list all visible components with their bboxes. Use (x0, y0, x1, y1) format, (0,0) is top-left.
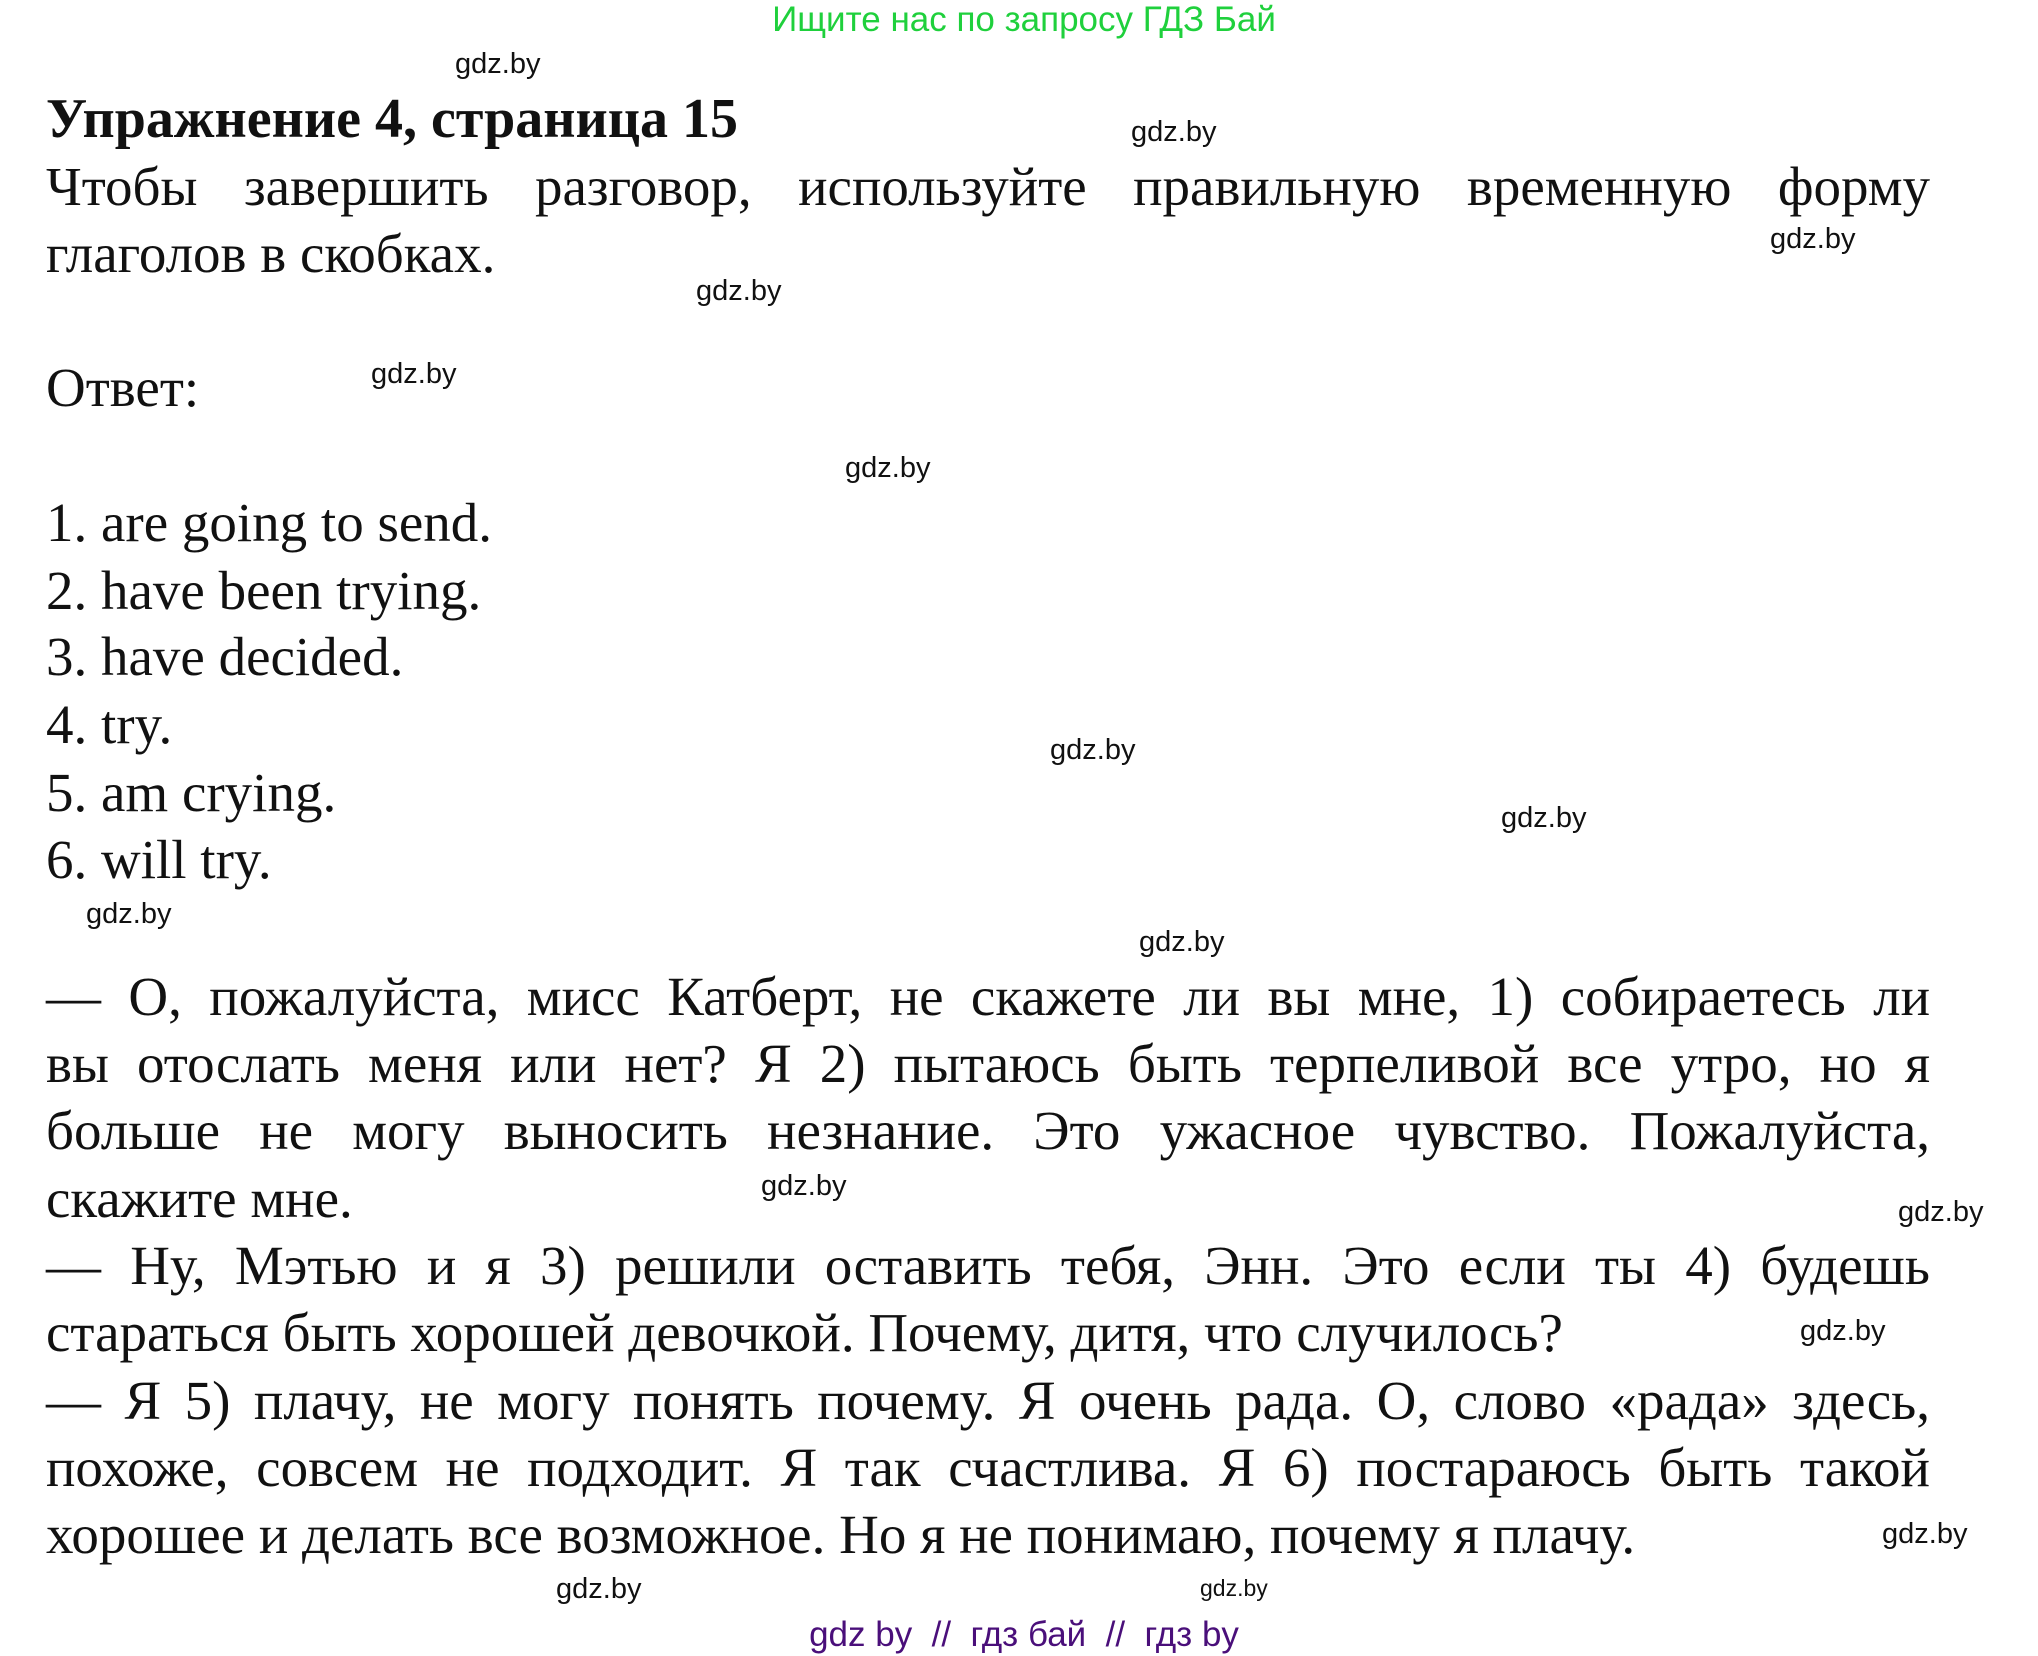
answer-item: 1. are going to send. (46, 492, 493, 553)
translation-line: больше не могу выносить незнание. Это ужасное чувство. Пожалуйста, (46, 1100, 1930, 1161)
watermark: gdz.by (1200, 1575, 1268, 1601)
watermark: gdz.by (1882, 1518, 1968, 1550)
watermark: gdz.by (1898, 1196, 1984, 1228)
answer-item: 6. will try. (46, 829, 272, 890)
watermark: gdz.by (556, 1573, 642, 1605)
page-title: Упражнение 4, страница 15 (46, 88, 739, 150)
watermark: gdz.by (455, 48, 541, 80)
answer-item: 3. have decided. (46, 626, 404, 687)
watermark: gdz.by (1050, 734, 1136, 766)
watermark: gdz.by (845, 452, 931, 484)
translation-line: стараться быть хорошей девочкой. Почему, дитя, что случилось? (46, 1302, 1563, 1363)
watermark: gdz.by (761, 1170, 847, 1202)
translation-line: — О, пожалуйста, мисс Катберт, не скажете ли вы мне, 1) собираетесь ли (46, 966, 1930, 1027)
watermark: gdz.by (1501, 802, 1587, 834)
watermark: gdz.by (1139, 926, 1225, 958)
translation-line: — Я 5) плачу, не могу понять почему. Я очень рада. О, слово «рада» здесь, (46, 1370, 1930, 1431)
watermark: gdz.by (1770, 223, 1856, 255)
watermark: gdz.by (86, 898, 172, 930)
watermark: gdz.by (696, 275, 782, 307)
answer-item: 5. am crying. (46, 762, 337, 823)
watermark: gdz.by (371, 358, 457, 390)
translation-line: — Ну, Мэтью и я 3) решили оставить тебя, Энн. Это если ты 4) будешь (46, 1235, 1930, 1296)
translation-line: похоже, совсем не подходит. Я так счастлива. Я 6) постараюсь быть такой (46, 1437, 1930, 1498)
translation-line: вы отослать меня или нет? Я 2) пытаюсь быть терпеливой все утро, но я (46, 1033, 1930, 1094)
answer-item: 2. have been trying. (46, 560, 482, 621)
answer-item: 4. try. (46, 694, 173, 755)
translation-line: хорошее и делать все возможное. Но я не понимаю, почему я плачу. (46, 1504, 1636, 1565)
watermark: gdz.by (1131, 116, 1217, 148)
answer-label: Ответ: (46, 357, 200, 418)
watermark: gdz.by (1800, 1315, 1886, 1347)
footer-links: gdz by // гдз бай // гдз by (809, 1615, 1239, 1654)
translation-line: скажите мне. (46, 1168, 353, 1229)
search-banner: Ищите нас по запросу ГДЗ Бай (772, 0, 1276, 39)
task-line: глаголов в скобках. (46, 223, 496, 284)
task-line: Чтобы завершить разговор, используйте правильную временную форму (46, 156, 1930, 217)
